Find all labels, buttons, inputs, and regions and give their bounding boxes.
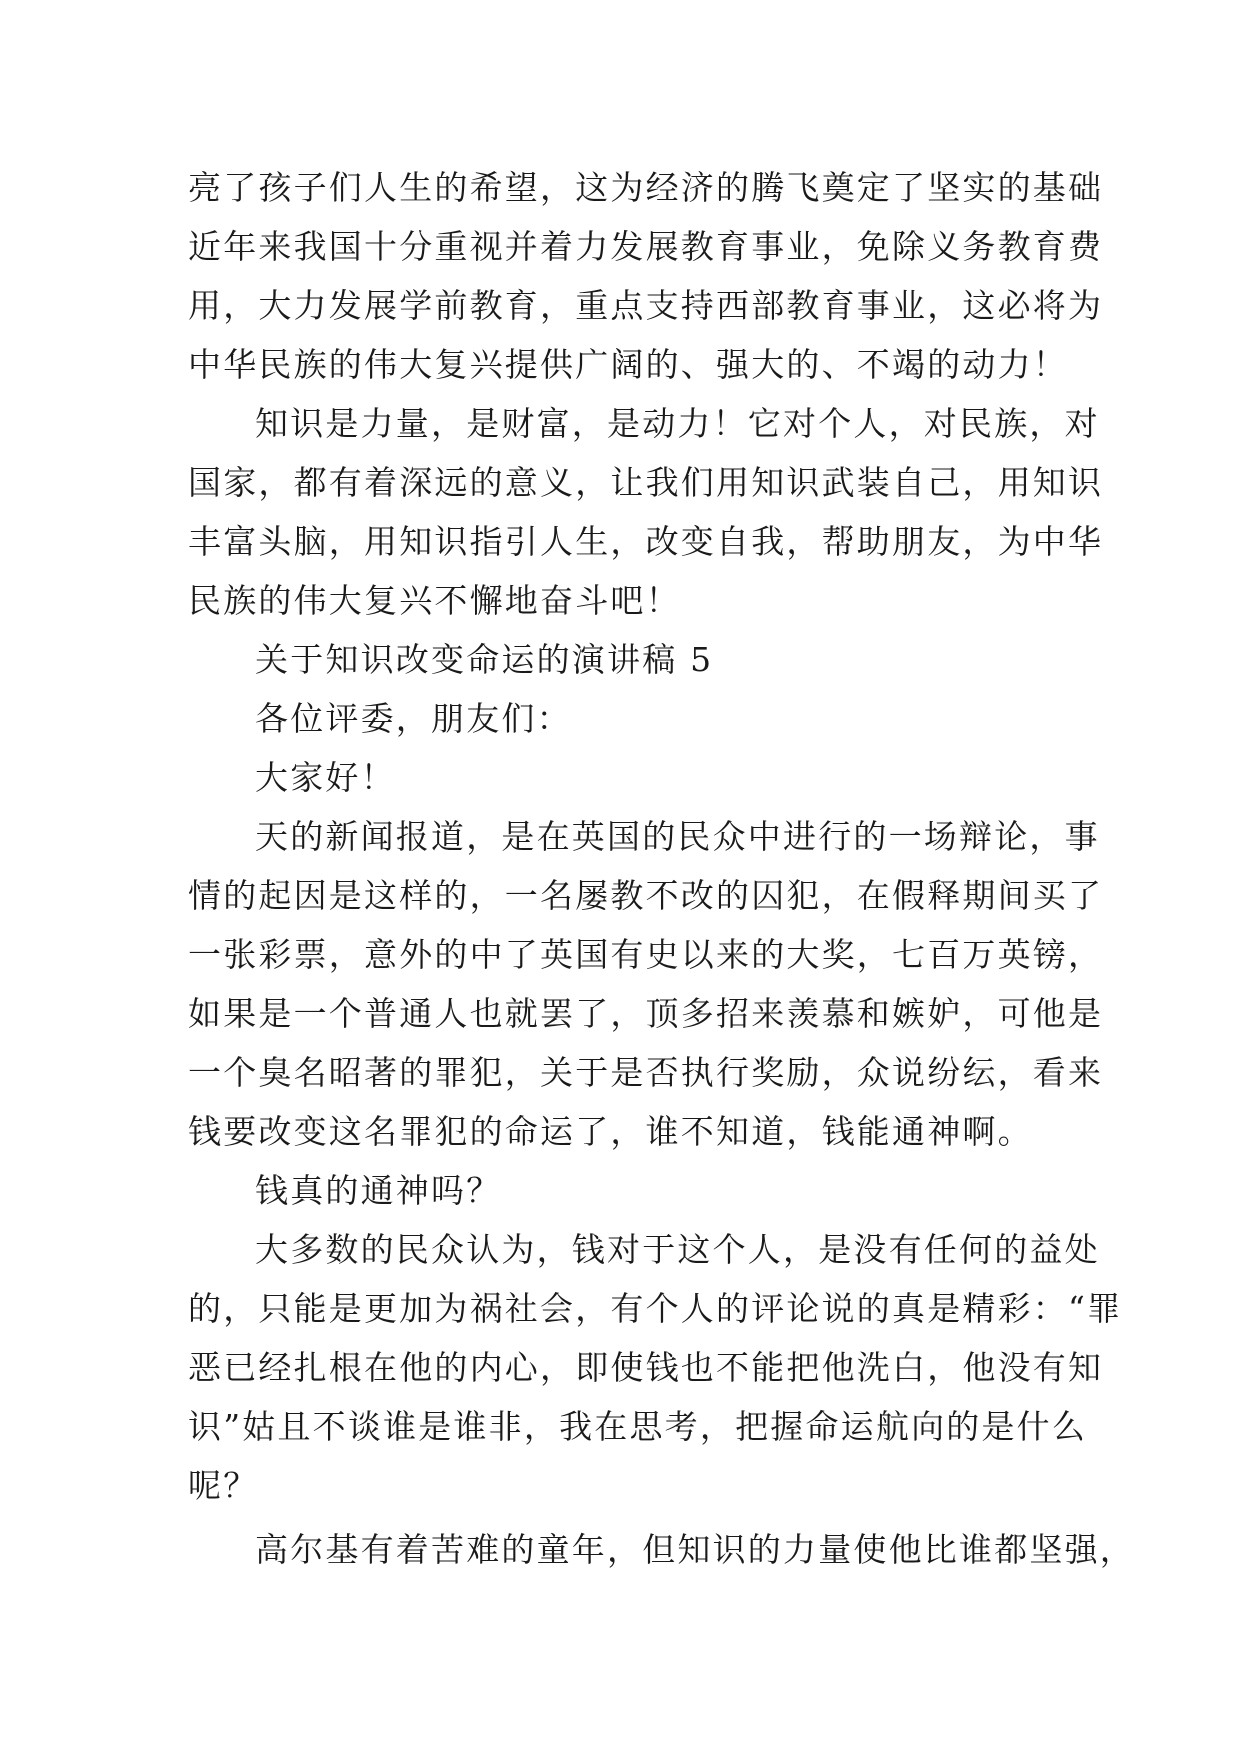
- paragraph-line: 呢？: [188, 1466, 259, 1505]
- paragraph-line: 恶已经扎根在他的内心，即使钱也不能把他洗白，他没有知: [188, 1348, 1104, 1387]
- paragraph-line: 一张彩票，意外的中了英国有史以来的大奖，七百万英镑，: [188, 935, 1104, 974]
- paragraph-line: 用，大力发展学前教育，重点支持西部教育事业，这必将为: [188, 286, 1104, 325]
- paragraph-line: 的，只能是更加为祸社会，有个人的评论说的真是精彩：“罪: [188, 1289, 1123, 1328]
- paragraph-line: 一个臭名昭著的罪犯，关于是否执行奖励，众说纷纭，看来: [188, 1053, 1104, 1092]
- paragraph-line: 亮了孩子们人生的希望，这为经济的腾飞奠定了坚实的基础: [188, 168, 1104, 207]
- paragraph-line: 识”姑且不谈谁是谁非，我在思考，把握命运航向的是什么: [188, 1407, 1088, 1446]
- paragraph-line: 情的起因是这样的，一名屡教不改的囚犯，在假释期间买了: [188, 876, 1104, 915]
- paragraph-line: 钱真的通神吗？: [255, 1171, 502, 1210]
- paragraph-line: 如果是一个普通人也就罢了，顶多招来羡慕和嫉妒，可他是: [188, 994, 1104, 1033]
- salutation: 各位评委，朋友们：: [255, 699, 572, 738]
- greeting: 大家好！: [255, 758, 396, 797]
- paragraph-line: 国家，都有着深远的意义，让我们用知识武装自己，用知识: [188, 463, 1104, 502]
- paragraph-line: 钱要改变这名罪犯的命运了，谁不知道，钱能通神啊。: [188, 1112, 1033, 1151]
- paragraph-line: 民族的伟大复兴不懈地奋斗吧！: [188, 581, 681, 620]
- paragraph-line: 知识是力量，是财富，是动力！它对个人，对民族，对: [255, 404, 1100, 443]
- paragraph-line: 近年来我国十分重视并着力发展教育事业，免除义务教育费: [188, 227, 1104, 266]
- paragraph-line: 中华民族的伟大复兴提供广阔的、强大的、不竭的动力！: [188, 345, 1068, 384]
- paragraph-line: 高尔基有着苦难的童年，但知识的力量使他比谁都坚强，: [255, 1530, 1135, 1569]
- paragraph-line: 丰富头脑，用知识指引人生，改变自我，帮助朋友，为中华: [188, 522, 1104, 561]
- section-heading: 关于知识改变命运的演讲稿 5: [255, 640, 714, 679]
- paragraph-line: 大多数的民众认为，钱对于这个人，是没有任何的益处: [255, 1230, 1100, 1269]
- paragraph-line: 天的新闻报道，是在英国的民众中进行的一场辩论，事: [255, 817, 1100, 856]
